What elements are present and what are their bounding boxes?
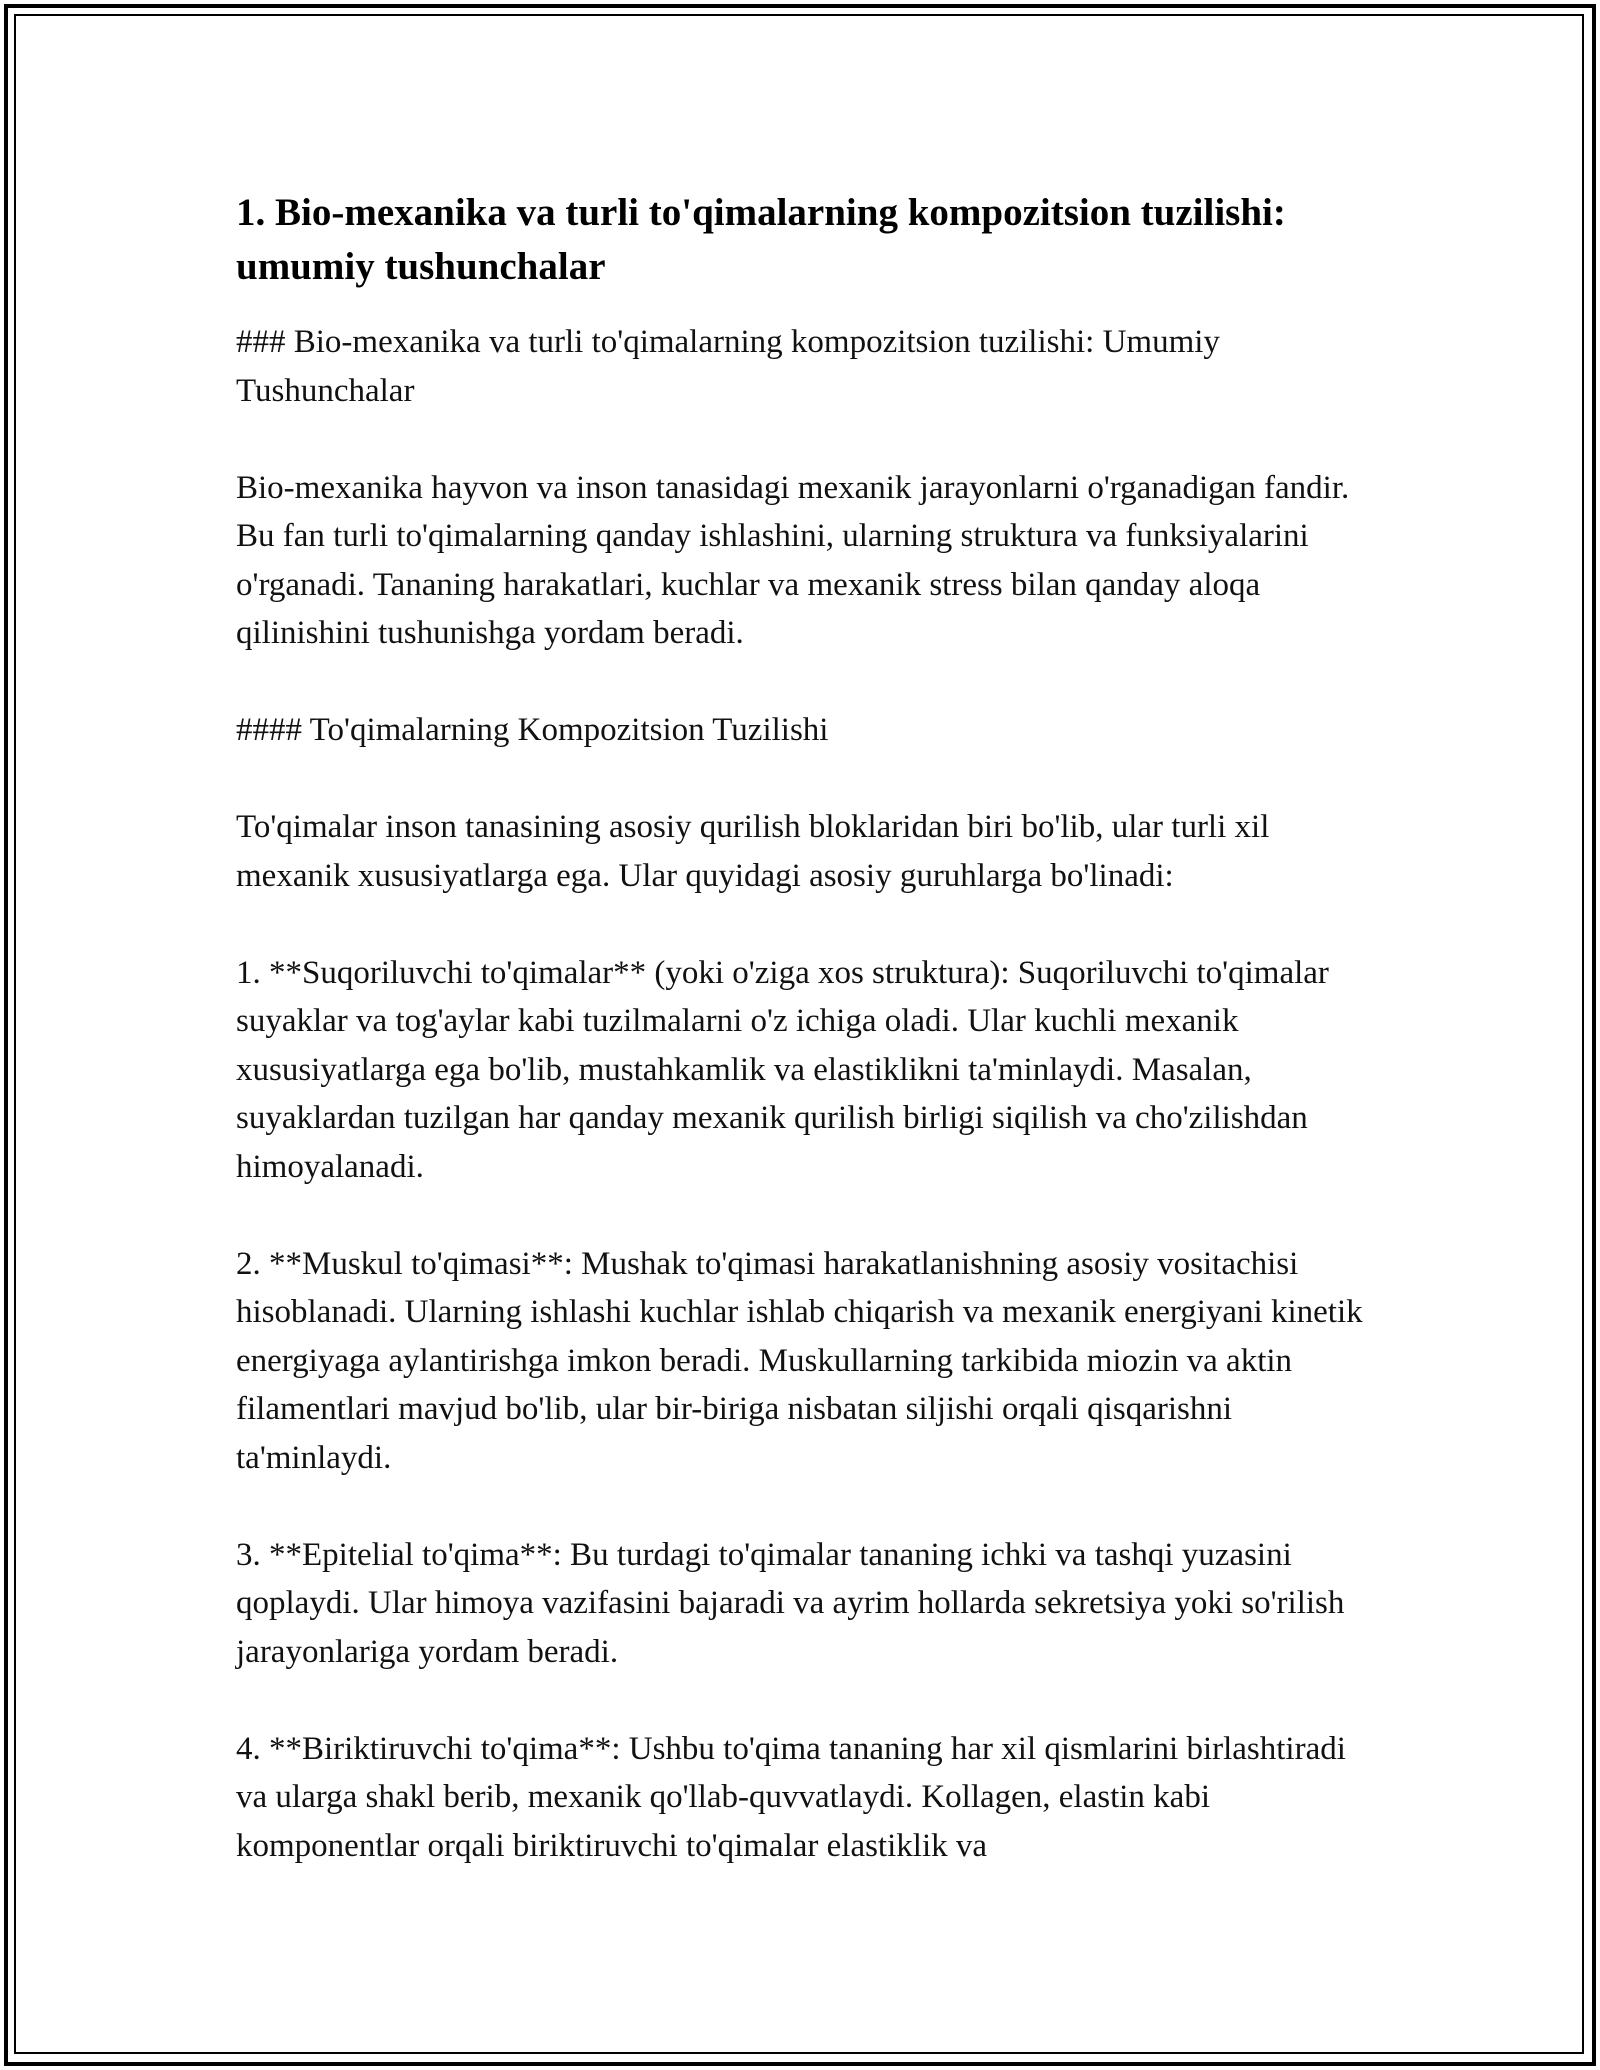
document-title: 1. Bio-mexanika va turli to'qimalarning kompozitsion tuzilishi: umumiy tushunchalar bbox=[236, 191, 1286, 288]
heading-markdown-h4: #### To'qimalarning Kompozitsion Tuzilishi bbox=[236, 712, 829, 748]
tissue-groups-paragraph: To'qimalar inson tanasining asosiy qurilish bloklaridan biri bo'lib, ular turli xil mexanik xususiyatlarga ega. Ular quyidagi asosiy guruhlarga bo'linadi: bbox=[236, 809, 1270, 894]
list-item-4: 4. **Biriktiruvchi to'qima**: Ushbu to'qima tananing har xil qismlarini birlashtiradi va ularga shakl berib, mexanik qo'llab-quvvatlaydi. Kollagen, elastin kabi komponentlar orqali biriktiruvchi to'qimalar elastiklik va bbox=[236, 1730, 1346, 1864]
list-item-1: 1. **Suqoriluvchi to'qimalar** (yoki o'ziga xos struktura): Suqoriluvchi to'qimalar suyaklar va tog'aylar kabi tuzilmalarni o'z ichiga oladi. Ular kuchli mexanik xususiyatlarga ega bo'lib, mustahkamlik va elastiklikni ta'minlaydi. Masalan, suyaklardan tuzilgan har qanday mexanik qurilish birligi siqilish va cho'zilishdan himoyalanadi. bbox=[236, 954, 1329, 1185]
document-body bbox=[236, 186, 1366, 1870]
list-item-2: 2. **Muskul to'qimasi**: Mushak to'qimasi harakatlanishning asosiy vositachisi hisoblanadi. Ularning ishlashi kuchlar ishlab chiqarish va mexanik energiyani kinetik energiyaga aylantirishga imkon beradi. Muskullarning tarkibida miozin va aktin filamentlari mavjud bo'lib, ular bir-biriga nisbatan siljishi orqali qisqarishni ta'minlaydi. bbox=[236, 1245, 1363, 1476]
list-item-3: 3. **Epitelial to'qima**: Bu turdagi to'qimalar tananing ichki va tashqi yuzasini qoplaydi. Ular himoya vazifasini bajaradi va ayrim hollarda sekretsiya yoki so'rilish jarayonlariga yordam beradi. bbox=[236, 1536, 1345, 1670]
heading-markdown-h3: ### Bio-mexanika va turli to'qimalarning kompozitsion tuzilishi: Umumiy Tushunchalar bbox=[236, 324, 1220, 409]
intro-paragraph: Bio-mexanika hayvon va inson tanasidagi mexanik jarayonlarni o'rganadigan fandir. Bu fan turli to'qimalarning qanday ishlashini, ularning struktura va funksiyalarini o'rganadi. Tananing harakatlari, kuchlar va mexanik stress bilan qanday aloqa qilinishini tushunishga yordam beradi. bbox=[236, 469, 1350, 651]
